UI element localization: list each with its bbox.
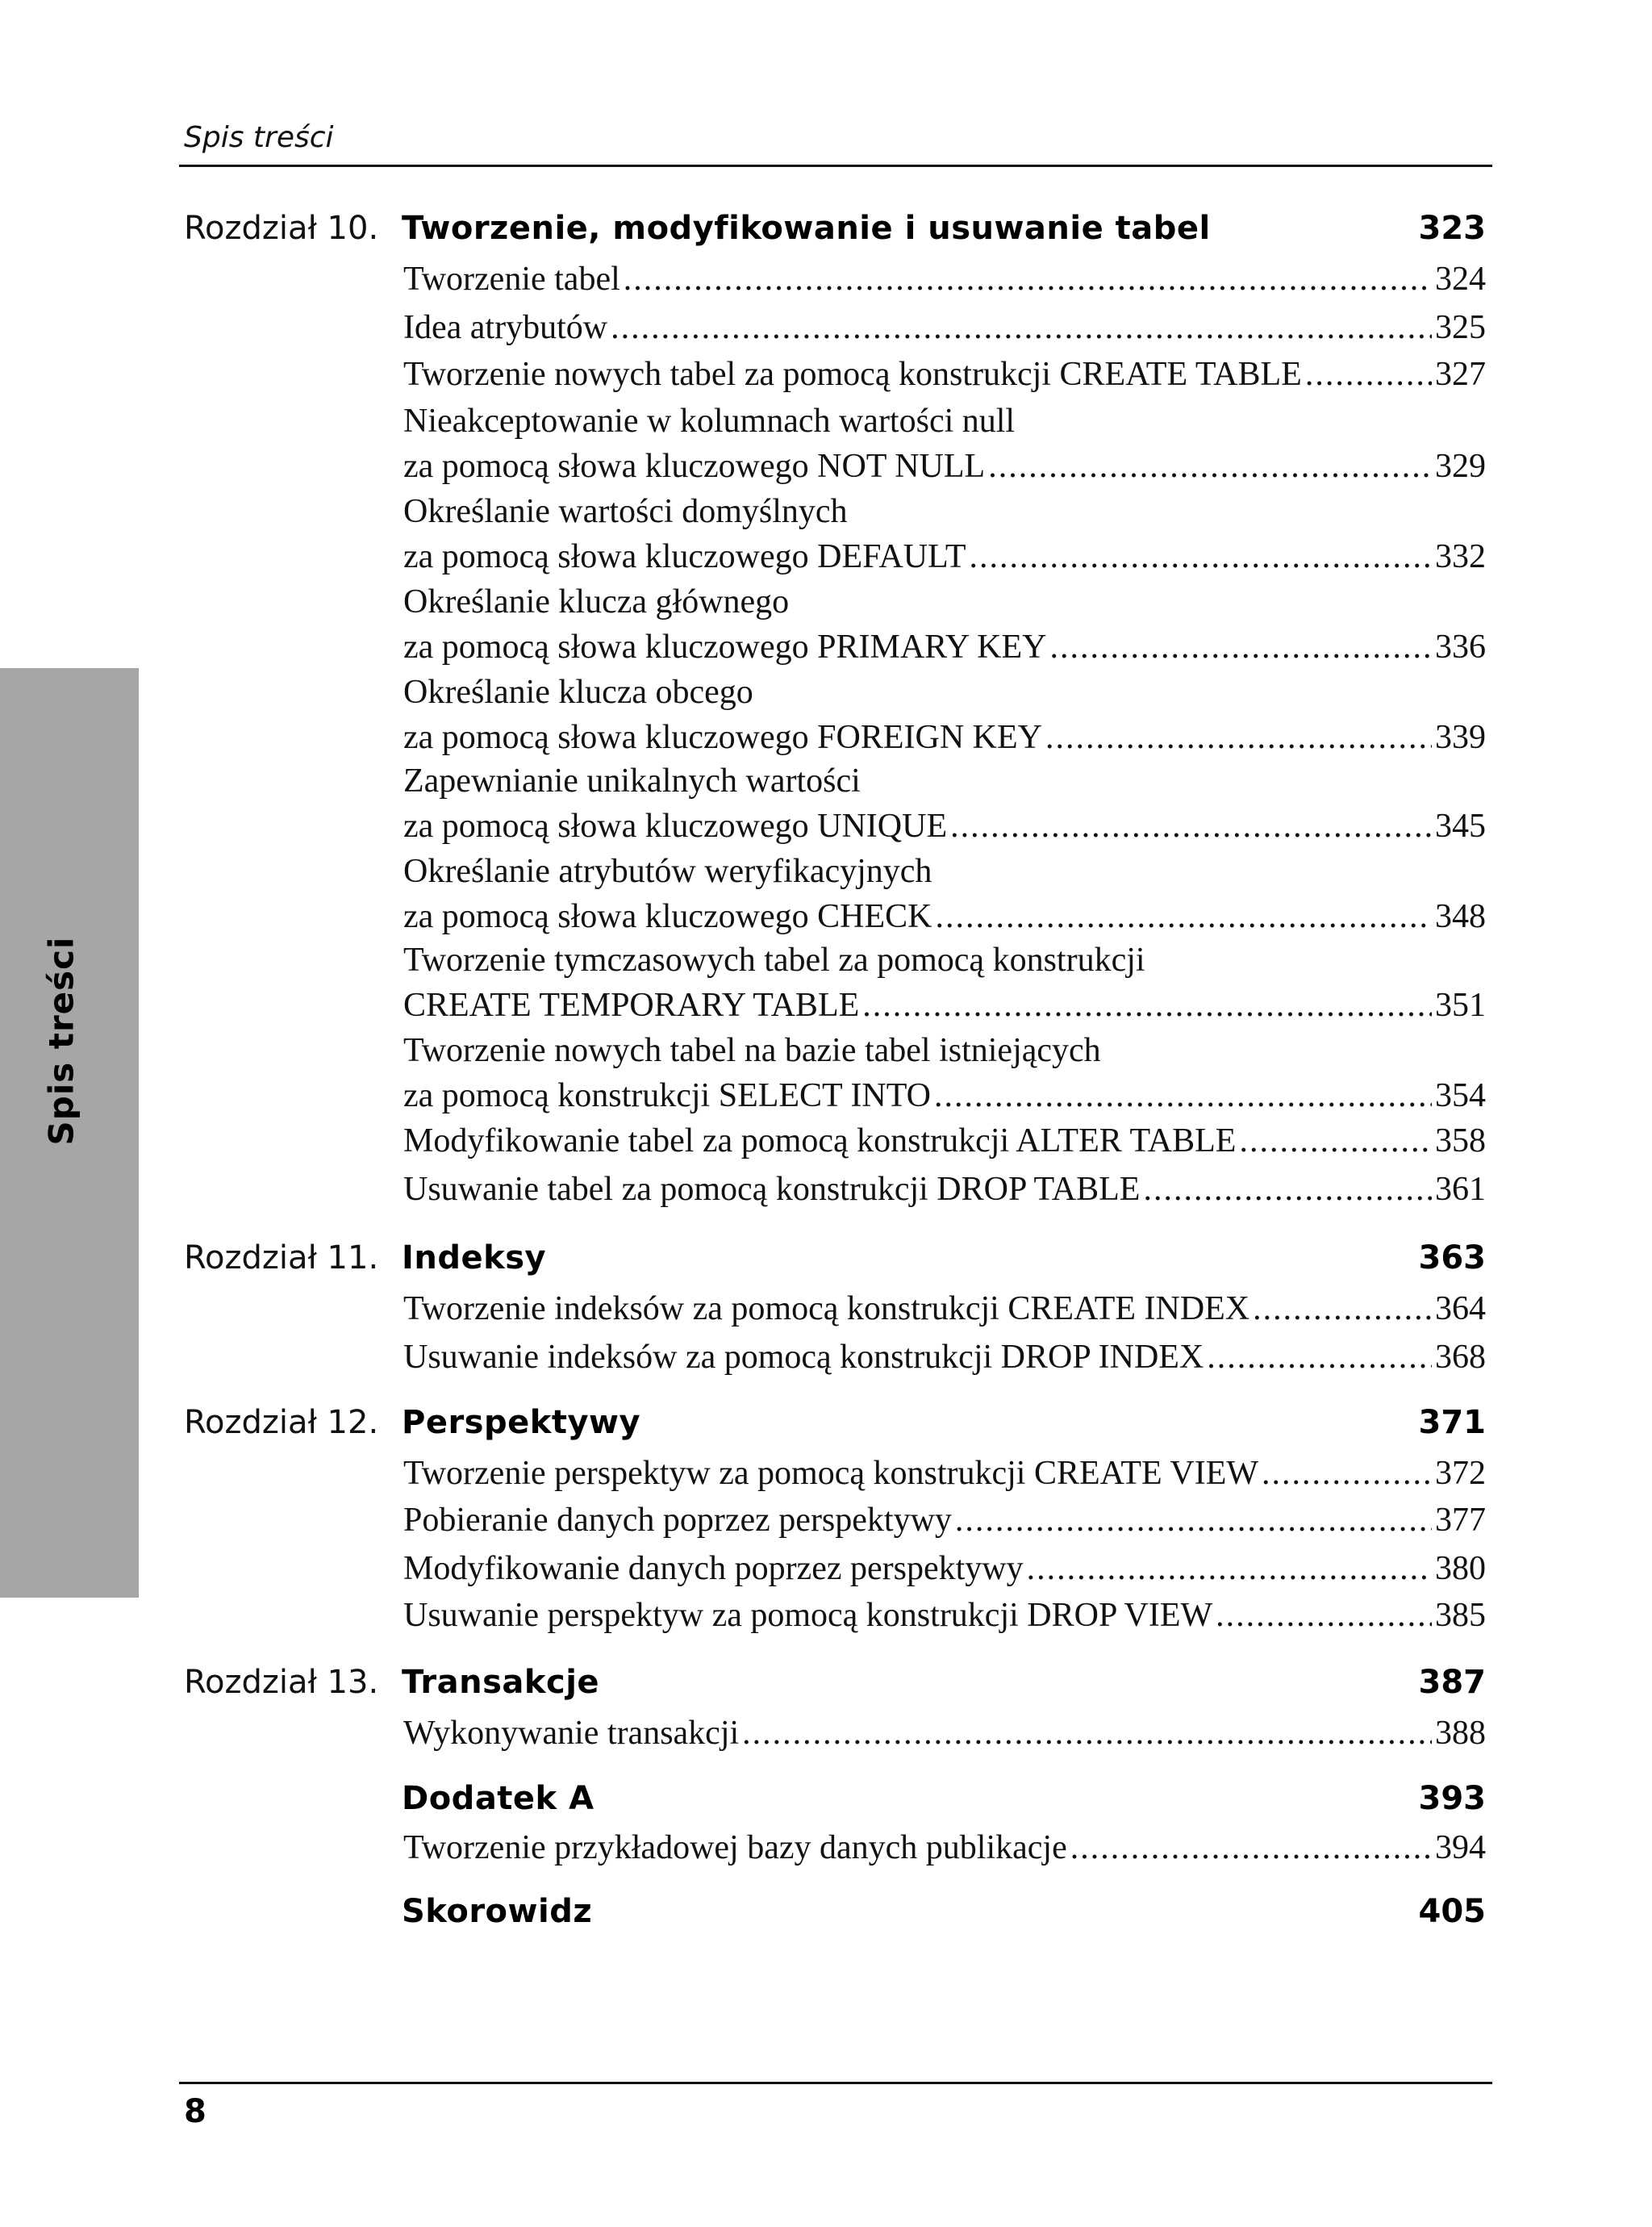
dot-leader <box>1143 1167 1432 1212</box>
dot-leader <box>955 1498 1432 1543</box>
toc-entry-first-line: Określanie klucza obcego <box>403 674 753 711</box>
toc-entry-page-number: 388 <box>1435 1715 1486 1752</box>
toc-entry <box>403 579 1486 670</box>
toc-entry-text: za pomocą słowa kluczowego NOT NULL <box>403 448 986 485</box>
running-header: Spis treści <box>184 121 334 154</box>
dot-leader <box>611 305 1432 350</box>
toc-entry-page-number: 372 <box>1435 1455 1486 1492</box>
toc-entry-page-number: 339 <box>1435 719 1486 756</box>
toc-entry-text: za pomocą słowa kluczowego PRIMARY KEY <box>403 629 1047 666</box>
toc-entry <box>403 1286 1486 1331</box>
toc-entry-line <box>403 983 1486 1028</box>
chapter-page-number: 405 <box>1418 1893 1486 1930</box>
toc-entry-line <box>403 804 1486 849</box>
toc-entry-line <box>403 1335 1486 1380</box>
toc-entry-first-line: Określanie atrybutów weryfikacyjnych <box>403 853 932 890</box>
dot-leader <box>970 534 1433 579</box>
dot-leader <box>1070 1825 1432 1870</box>
toc-entry-page-number: 345 <box>1435 808 1486 845</box>
dot-leader <box>742 1711 1432 1756</box>
toc-entry <box>403 670 1486 760</box>
toc-entry-text: Modyfikowanie danych poprzez perspektywy <box>403 1550 1024 1587</box>
chapter-heading <box>184 1659 1486 1706</box>
toc-entry-text: Usuwanie tabel za pomocą konstrukcji DROP TABLE <box>403 1171 1141 1208</box>
toc-entry <box>403 352 1486 397</box>
toc-entry-line <box>403 1593 1486 1638</box>
chapter-page-number: 323 <box>1418 210 1486 247</box>
toc-entry-page-number: 394 <box>1435 1829 1486 1866</box>
dot-leader <box>936 894 1433 939</box>
toc-entry-text: Tworzenie nowych tabel za pomocą konstrukcji CREATE TABLE <box>403 356 1302 393</box>
toc-entry-line <box>403 1711 1486 1756</box>
toc-entry-first-line: Określanie wartości domyślnych <box>403 493 848 530</box>
header-rule <box>179 165 1492 167</box>
toc-entry-text: Tworzenie perspektyw za pomocą konstrukcji CREATE VIEW <box>403 1455 1258 1492</box>
toc-entry-line <box>403 352 1486 397</box>
dot-leader <box>1305 352 1432 397</box>
toc-entry-text: za pomocą słowa kluczowego CHECK <box>403 898 932 935</box>
dot-leader <box>1253 1286 1432 1331</box>
dot-leader <box>1045 715 1432 760</box>
toc-entry-line <box>403 1451 1486 1496</box>
toc-entry-text: CREATE TEMPORARY TABLE <box>403 987 860 1024</box>
toc-entry <box>403 1167 1486 1212</box>
toc-entry-page-number: 354 <box>1435 1077 1486 1114</box>
toc-entry-page-number: 327 <box>1435 356 1486 393</box>
toc-entry <box>403 257 1486 302</box>
toc-entry-line <box>403 1546 1486 1591</box>
chapter-number: Rozdział 13. <box>184 1664 379 1701</box>
toc-entry-line <box>403 1073 1486 1118</box>
chapter-heading <box>184 1235 1486 1281</box>
chapter-heading <box>184 1888 1486 1935</box>
toc-entry-page-number: 380 <box>1435 1550 1486 1587</box>
toc-entry <box>403 1711 1486 1756</box>
dot-leader <box>1262 1451 1432 1496</box>
toc-entry-line <box>403 1286 1486 1331</box>
toc-entry-line <box>403 444 1486 489</box>
toc-entry-page-number: 368 <box>1435 1339 1486 1376</box>
toc-entry-text: Tworzenie indeksów za pomocą konstrukcji CREATE INDEX <box>403 1290 1250 1327</box>
toc-entry-text: Tworzenie przykładowej bazy danych publikacje <box>403 1829 1067 1866</box>
toc-entry-line <box>403 1498 1486 1543</box>
toc-entry-first-line: Nieakceptowanie w kolumnach wartości null <box>403 403 1016 440</box>
chapter-title: Skorowidz <box>402 1893 593 1930</box>
toc-entry <box>403 849 1486 939</box>
toc-entry-text: za pomocą słowa kluczowego UNIQUE <box>403 808 948 845</box>
toc-entry-page-number: 329 <box>1435 448 1486 485</box>
toc-entry <box>403 1593 1486 1638</box>
toc-entry <box>403 1546 1486 1591</box>
toc-entry-text: Wykonywanie transakcji <box>403 1715 740 1752</box>
toc-entry-line <box>403 257 1486 302</box>
chapter-page-number: 393 <box>1418 1780 1486 1817</box>
chapter-page-number: 363 <box>1418 1239 1486 1276</box>
toc-entry-page-number: 385 <box>1435 1597 1486 1634</box>
toc-entry-page-number: 348 <box>1435 898 1486 935</box>
toc-entry <box>403 305 1486 350</box>
dot-leader <box>1049 625 1432 670</box>
footer-rule <box>179 2082 1492 2084</box>
toc-entry-line <box>403 1825 1486 1870</box>
toc-entry-line <box>403 894 1486 939</box>
toc-entry-page-number: 332 <box>1435 538 1486 575</box>
toc-entry-first-line: Określanie klucza głównego <box>403 583 790 620</box>
toc-entry-line <box>403 715 1486 760</box>
toc-entry-text: za pomocą słowa kluczowego DEFAULT <box>403 538 966 575</box>
dot-leader <box>950 804 1432 849</box>
toc-entry-page-number: 358 <box>1435 1122 1486 1159</box>
chapter-title: Indeksy <box>402 1239 547 1276</box>
toc-entry-line <box>403 534 1486 579</box>
dot-leader <box>1027 1546 1432 1591</box>
toc-entry <box>403 1335 1486 1380</box>
toc-entry-text: Usuwanie indeksów za pomocą konstrukcji DROP INDEX <box>403 1339 1204 1376</box>
toc-entry-line <box>403 305 1486 350</box>
toc-entry <box>403 1028 1486 1118</box>
toc-entry <box>403 489 1486 579</box>
dot-leader <box>1207 1335 1432 1380</box>
toc-entry-text: za pomocą konstrukcji SELECT INTO <box>403 1077 931 1114</box>
toc-entry-page-number: 364 <box>1435 1290 1486 1327</box>
toc-entry-first-line: Tworzenie nowych tabel na bazie tabel istniejących <box>403 1032 1101 1069</box>
toc-entry <box>403 1118 1486 1164</box>
toc-entry-text: Tworzenie tabel <box>403 261 620 298</box>
toc-entry-text: Idea atrybutów <box>403 309 608 346</box>
toc-entry-line <box>403 1118 1486 1164</box>
dot-leader <box>1216 1593 1432 1638</box>
toc-entry-page-number: 336 <box>1435 629 1486 666</box>
chapter-title: Dodatek A <box>402 1780 594 1817</box>
chapter-number: Rozdział 11. <box>184 1239 379 1276</box>
toc-entry-text: Pobieranie danych poprzez perspektywy <box>403 1502 952 1539</box>
dot-leader <box>624 257 1432 302</box>
toc-entry-text: Modyfikowanie tabel za pomocą konstrukcji ALTER TABLE <box>403 1122 1237 1159</box>
toc-entry <box>403 399 1486 489</box>
chapter-number: Rozdział 12. <box>184 1404 379 1441</box>
toc-entry <box>403 938 1486 1028</box>
chapter-heading <box>184 1399 1486 1446</box>
toc-entry-first-line: Zapewnianie unikalnych wartości <box>403 763 861 800</box>
toc-entry-text: Usuwanie perspektyw za pomocą konstrukcji DROP VIEW <box>403 1597 1213 1634</box>
dot-leader <box>862 983 1432 1028</box>
toc-entry-page-number: 324 <box>1435 261 1486 298</box>
toc-entry-page-number: 325 <box>1435 309 1486 346</box>
toc-entry-first-line: Tworzenie tymczasowych tabel za pomocą konstrukcji <box>403 942 1145 979</box>
dot-leader <box>988 444 1432 489</box>
toc-entry <box>403 1825 1486 1870</box>
page-number: 8 <box>184 2093 206 2130</box>
toc-entry-page-number: 361 <box>1435 1171 1486 1208</box>
chapter-heading <box>184 205 1486 252</box>
toc-entry <box>403 1498 1486 1543</box>
chapter-number: Rozdział 10. <box>184 210 379 247</box>
toc-entry-page-number: 377 <box>1435 1502 1486 1539</box>
toc-entry-line <box>403 625 1486 670</box>
chapter-title: Tworzenie, modyfikowanie i usuwanie tabel <box>402 210 1211 247</box>
dot-leader <box>934 1073 1432 1118</box>
chapter-heading <box>184 1775 1486 1822</box>
chapter-title: Transakcje <box>402 1664 600 1701</box>
chapter-title: Perspektywy <box>402 1404 641 1441</box>
side-tab-text: Spis treści <box>41 936 81 1146</box>
toc-entry-text: za pomocą słowa kluczowego FOREIGN KEY <box>403 719 1042 756</box>
toc-entry <box>403 1451 1486 1496</box>
chapter-page-number: 371 <box>1418 1404 1486 1441</box>
toc-entry-page-number: 351 <box>1435 987 1486 1024</box>
chapter-page-number: 387 <box>1418 1664 1486 1701</box>
dot-leader <box>1239 1118 1432 1164</box>
toc-entry-line <box>403 1167 1486 1212</box>
toc-entry <box>403 758 1486 849</box>
